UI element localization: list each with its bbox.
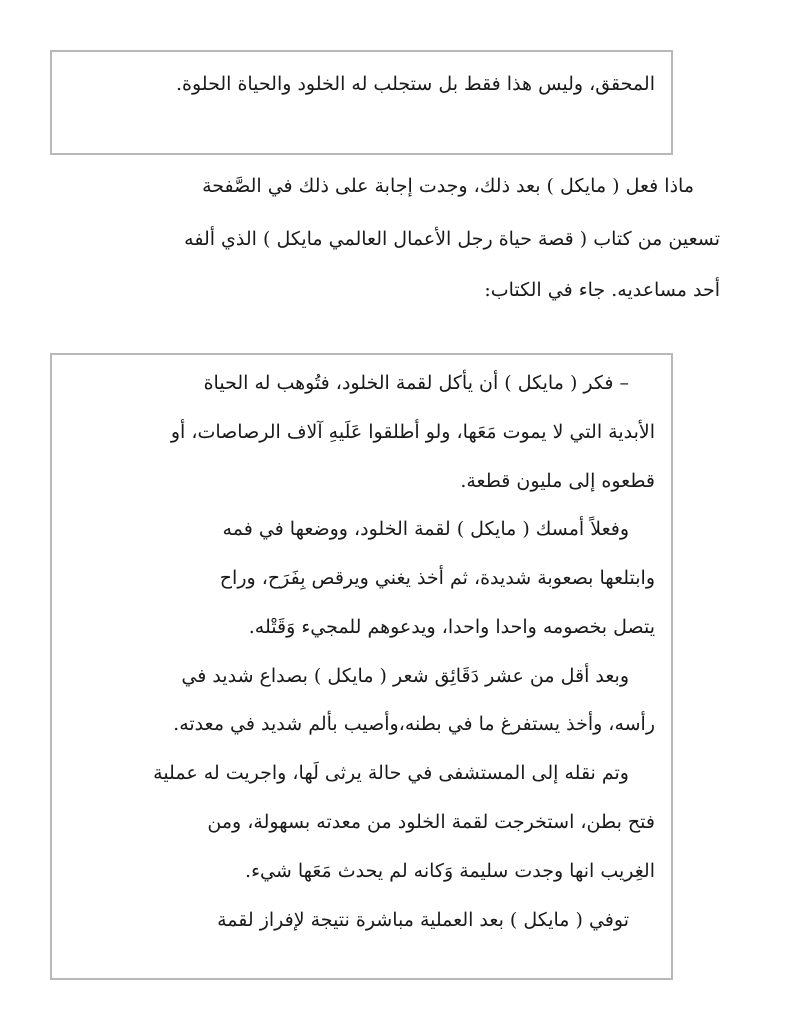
text-line: فتح بطن، استخرجت لقمة الخلود من معدته بسهولة، ومن xyxy=(207,811,655,833)
text-line: وابتلعها بصعوبة شديدة، ثم أخذ يغني ويرقص بِفَرَح، وراح xyxy=(219,567,655,589)
text-line: يتصل بخصومه واحدا واحدا، ويدعوهم للمجيء وَقَتْله. xyxy=(248,616,655,638)
quote-box-bottom xyxy=(50,353,673,980)
text-line: وفعلاً أمسك ( مايكل ) لقمة الخلود، ووضعها في فمه xyxy=(222,518,629,540)
text-line: رأسه، وأخذ يستفرغ ما في بطنه،وأصيب بألم شديد في معدته. xyxy=(173,713,655,735)
text-line: المحقق، وليس هذا فقط بل ستجلب له الخلود والحياة الحلوة. xyxy=(175,73,655,95)
text-line: وبعد أقل من عشر دَقَائِق شعر ( مايكل ) بصداع شديد في xyxy=(181,665,629,687)
text-line: – فكر ( مايكل ) أن يأكل لقمة الخلود، فتُوهب له الحياة xyxy=(203,372,629,394)
text-line: الغِريب انها وجدت سليمة وَكانه لم يحدث مَعَها شيء. xyxy=(245,860,655,882)
text-line: ماذا فعل ( مايكل ) بعد ذلك، وجدت إجابة على ذلك في الصَّفحة xyxy=(202,175,694,197)
text-line: الأبدية التي لا يموت مَعَها، ولو أطلقوا عَلَيهِ آلاف الرصاصات، أو xyxy=(170,421,655,443)
text-line: توفي ( مايكل ) بعد العملية مباشرة نتيجة لإفراز لقمة xyxy=(217,909,629,931)
text-line: تسعين من كتاب ( قصة حياة رجل الأعمال العالمي مايكل ) الذي ألفه xyxy=(184,228,720,250)
text-line: أحد مساعديه. جاء في الكتاب: xyxy=(484,279,720,301)
text-line: وتم نقله إلى المستشفى في حالة يرثى لَها، واجريت له عملية xyxy=(153,762,629,784)
text-line: قطعوه إلى مليون قطعة. xyxy=(460,470,655,492)
